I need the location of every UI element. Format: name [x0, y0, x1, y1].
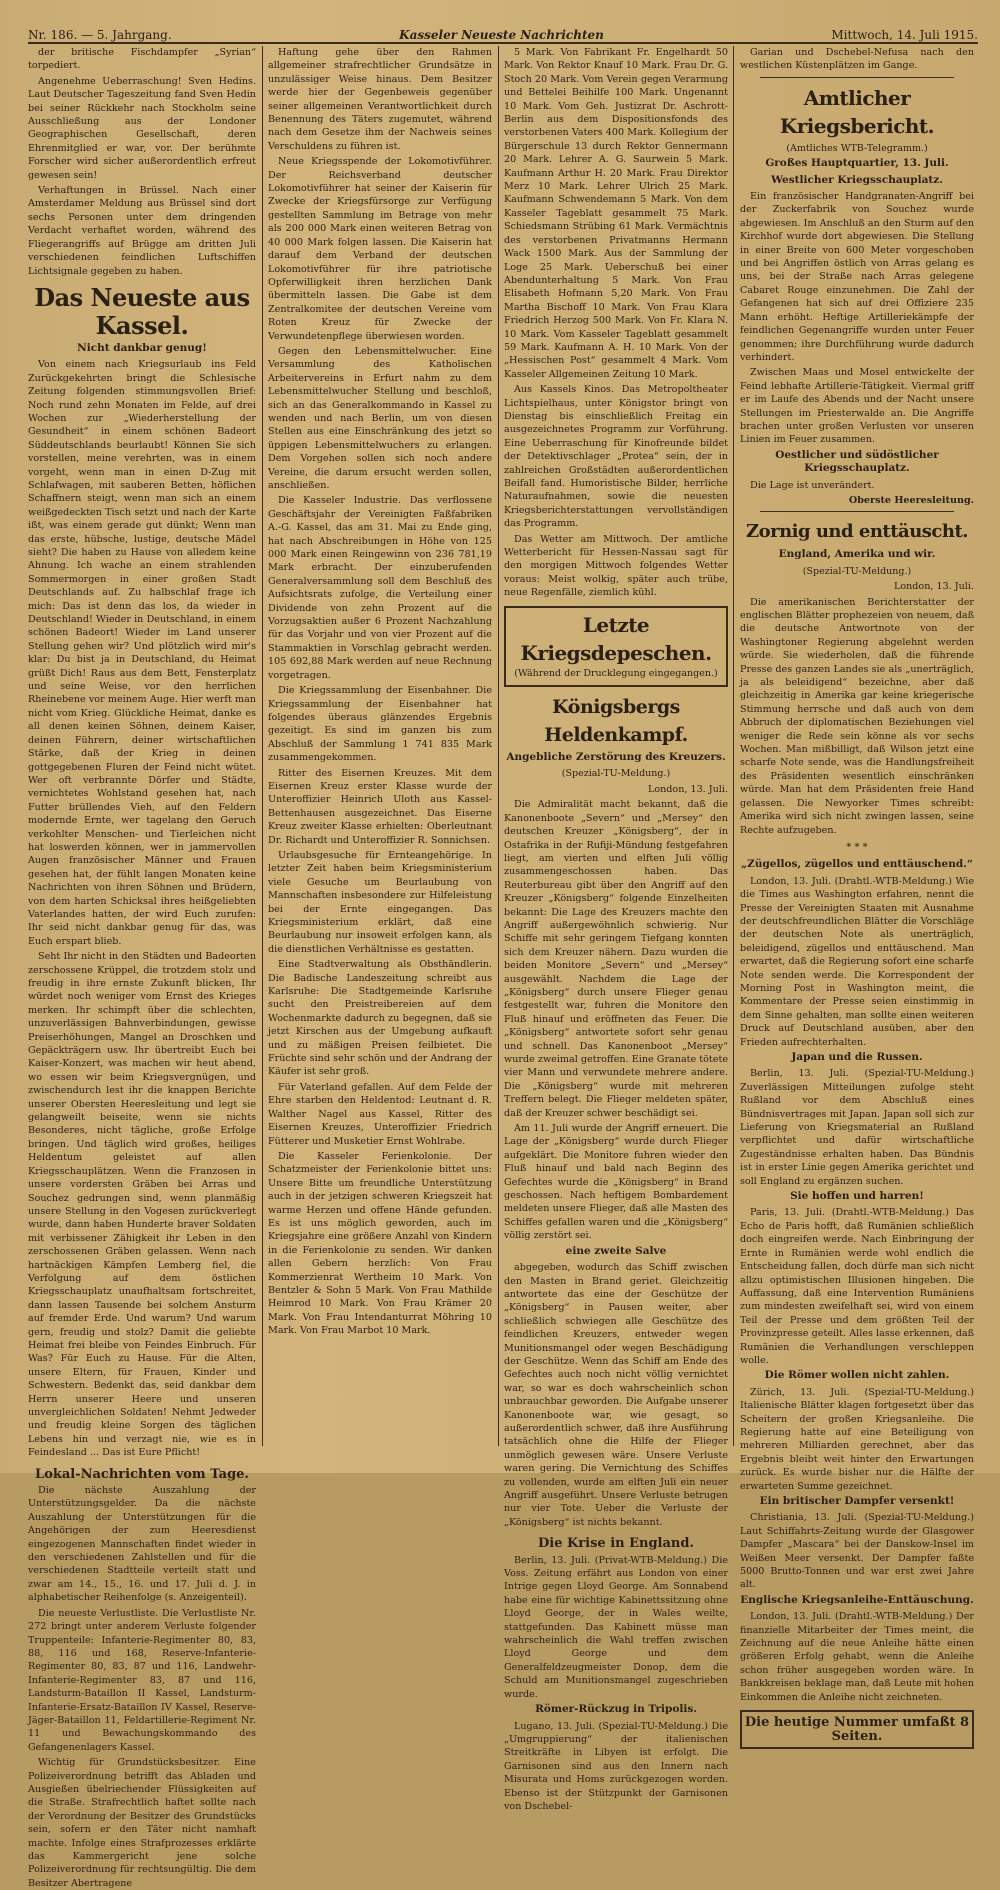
article-paragraph: Haftung gehe über den Rahmen allgemeiner strafrechtlicher Grundsätze in unzulässiger Weise hinaus. Dem Besitzer werde hier der Gegenbeweis gegenüber seiner allgemeinen Verantwortlichkeit durch Benennung des Täters zugemutet, während nach dem Gesetze ihm der Nachweis seines Verschuldens zu führen ist.	[268, 47, 492, 152]
article-paragraph: Wichtig für Grundstücksbesitzer. Eine Polizeiverordnung betrifft das Abladen und Ausgießen übelriechender Flüssigkeiten auf die Straße. Strafrechtlich haftet sollte nach der Verordnung der Besitzer des Grundstücks sein, sofern er den Täter nicht namhaft machte. Infolge eines Strafprozesses erklärte das Kammergericht jene solche Polizeiverordnung für rechtsungültig. Die dem Besitzer Abertragene	[28, 1757, 256, 1889]
masthead	[28, 20, 978, 44]
dateline: Großes Hauptquartier, 13. Juli.	[765, 157, 949, 170]
article-subtitle: Oestlicher und südöstlicher Kriegsschauplatz.	[775, 448, 939, 475]
agency-note: (Spezial-TU-Meldung.)	[802, 565, 912, 577]
article-headline: Japan und die Russen.	[791, 1051, 923, 1063]
article-subtitle: eine zweite Salve	[565, 1244, 667, 1257]
newspaper-name: Kasseler Neueste Nachrichten	[399, 28, 604, 42]
divider	[760, 77, 954, 78]
column-1	[28, 46, 256, 1889]
latest-dispatches-box	[504, 606, 728, 687]
divider	[760, 511, 954, 512]
article-paragraph: Verhaftungen in Brüssel. Nach einer Amsterdamer Meldung aus Brüssel sind dort sechs Personen unter dem dringenden Verdacht verhaftet worden, während des Fliegerangriffs auf Brügge am dritten Juli verschiedenen feindlichen Luftschiffen Lichtsignale gegeben zu haben.	[28, 185, 256, 277]
dateline: London, 13. Juli.	[647, 783, 728, 795]
article-paragraph: Die amerikanischen Berichterstatter der englischen Blätter prophezeien von neuem, daß die deutsche Antwortnote von der Washingtoner Regierung abgelehnt werden würde. Sie wiederholen, daß die führende Presse des ganzen Landes sie als „unerträglich, ja als beleidigend“ bezeichne, aber daß gleichzeitig in Amerika gar keine kriegerische Stimmung herrsche und daß auch von dem Abbruch der diplomatischen Beziehungen viel weniger die Rede sein könne als vor sechs Wochen. Man mißbilligt, daß Wilson jetzt eine scharfe Note sende, was die Handlungsfreiheit des Präsidenten wesentlich einschränken würde. Man hat dem Präsidenten freie Hand gelassen. Die Newyorker Times schreibt: Amerika wird sich nicht zwingen lassen, seine Rechte aufzugeben.	[740, 596, 974, 836]
issue-date: Mittwoch, 14. Juli 1915.	[831, 28, 978, 42]
article-paragraph: Berlin, 13. Juli. (Spezial-TU-Meldung.) Zuverlässigen Mitteilungen zufolge steht Rußland vor dem Abschluß eines Bündnisvertrages mit Japan. Japan soll sich zur Lieferung von Kriegsmaterial an Rußland verpflichtet und dafür wirtschaftliche Zugeständnisse erhalten haben. Das Bündnis ist in erster Linie gegen Amerika gerichtet und soll England zu ergänzen suchen.	[740, 1068, 974, 1187]
article-paragraph: Seht Ihr nicht in den Städten und Badeorten zerschossene Krüppel, die trotzdem stolz und freudig in ihre ernste Zukunft blicken, Ihr würdet noch weniger vom Ernst des Krieges merken. Ihr schimpft über die schlechten, unzuverlässigen Bahnverbindungen, gewisse Preiserhöhungen, Mangel an Droschken und Gepäckträgern usw. Ihr übertreibt Euch bei Kaiser-Konzert, was machen wir heut abend, wo essen wir beim Kriegsvergnügen, und zwischendurch lest ihr die knappen Berichte unserer Obersten Heeresleitung und legt sie gelangweilt beiseite, wenn sie nichts Besonderes, nicht tägliche, große Erfolge bringen. Und täglich wird großes, heiliges Heldentum geleistet auf allen Kriegsschauplätzen. Wenn die Franzosen in unsere vordersten Gräben bei Arras und Souchez gedrungen sind, wenn planmäßig unsere Stellung in den Vogesen zurückverlegt wurde, dann haben Hunderte braver Soldaten mit verbissener Zähigkeit ihr Leben in den zerschossenen Gräben gelassen. Wenn nach hartnäckigen Kämpfen Lemberg fiel, die Verfolgung auf dem östlichen Kriegsschauplatz unaufhaltsam fortschreitet, dann lassen Tausende bei solchem Ansturm auf fremder Erde. Und warum? Und warum gern, freudig und stolz? Damit die geliebte Heimat frei bleibe von Feindes Einbruch. Für Was? Für Euch zu Hause. Für die Alten, unsere Eltern, für Frauen, Kinder und Schwestern. Bedenkt das, seid dankbar dem Herrn unserer Heere und unseren unvergleichlichen Soldaten! Nehmt Jedweder und freudig kleine Sorgen des täglichen Lebens hin und verzagt nie, wie es in Feindesland ... Das ist Eure Pflicht!	[28, 951, 256, 1459]
article-paragraph: Paris, 13. Juli. (Drahtl.-WTB-Meldung.) Das Echo de Paris hofft, daß Rumänien schließlich doch eingreifen werde. Nach Einbringung der Ernte in Rumänien werde wohl endlich die Entscheidung fallen, doch dürfe man sich nicht allzu optimistischen Illusionen hingeben. Die Auffassung, daß eine Intervention Rumäniens zum mindesten zweifelhaft sei, wird von einem Teil der Presse und dem größten Teil der Provinzpresse geteilt. Alles lasse erkennen, daß Rumänien die Verhandlungen verschleppen wolle.	[740, 1207, 974, 1366]
section-stars: * * *	[846, 841, 868, 853]
column-2	[268, 46, 492, 1456]
article-paragraph: Am 11. Juli wurde der Angriff erneuert. Die Lage der „Königsberg“ wurde durch Flieger aufgeklärt. Die Monitore fuhren wieder den Fluß hinauf und bald nach Beginn des Gefechtes wurde die „Königsberg“ in Brand geschossen. Nach heftigem Bombardement meldeten unsere Flieger, daß alle Masten des Schiffes gefallen waren und die „Königsberg“ völlig zerstört sei.	[504, 1123, 728, 1242]
article-paragraph: Zürich, 13. Juli. (Spezial-TU-Meldung.) Italienische Blätter klagen fortgesetzt über das Scheitern der großen Kriegsanleihe. Die Regierung hatte auf eine Beteiligung von mehreren Milliarden gerechnet, aber das Ergebnis bleibt weit hinter den Erwartungen zurück. Es wurde bisher nur die Hälfte der erwarteten Summe gezeichnet.	[740, 1386, 974, 1492]
column-3	[504, 46, 728, 1812]
article-paragraph: Für Vaterland gefallen. Auf dem Felde der Ehre starben den Heldentod: Leutnant d. R. Walther Nagel aus Kassel, Ritter des Eisernen Kreuzes, Unteroffizier Friedrich Fütterer und Musketier Ernst Wohlrabe.	[268, 1081, 492, 1147]
section-headline: Lokal-Nachrichten vom Tage.	[35, 1466, 249, 1482]
article-subtitle: „Zügellos, zügellos und enttäuschend.“	[741, 858, 973, 871]
column-rule	[262, 46, 263, 1446]
column-rule	[498, 46, 499, 1446]
article-paragraph: Die Kasseler Industrie. Das verflossene Geschäftsjahr der Vereinigten Faßfabriken A.-G. Kassel, das am 31. Mai zu Ende ging, hat nach Abschreibungen in Höhe von 125 000 Mark einen Reingewinn von 236 781,19 Mark erbracht. Der einzuberufenden Generalversammlung soll dem Beschluß des Aufsichtsrats zufolge, die Verteilung einer Dividende von zehn Prozent auf die Vorzugsaktien außer 6 Prozent Nachzahlung für das Vorjahr und von vier Prozent auf die Stammaktien in Vorschlag gebracht werden. 105 692,88 Mark werden auf neue Rechnung vorgetragen.	[268, 495, 492, 681]
article-paragraph: Urlaubsgesuche für Ernteangehörige. In letzter Zeit haben beim Kriegsministerium viele Gesuche um Beurlaubung von Mannschaften insbesondere zur Hilfeleistung bei der Ernte eingegangen. Das Kriegsministerium erklärt, daß eine Beurlaubung nur insoweit erfolgen kann, als die dienstlichen Verhältnisse es gestatten.	[268, 849, 492, 955]
article-paragraph: Die Lage ist unverändert.	[750, 479, 875, 491]
article-subtitle: England, Amerika und wir.	[778, 548, 936, 561]
article-paragraph: Angenehme Ueberraschung! Sven Hedins. Laut Deutscher Tageszeitung fand Sven Hedin bei seiner Rückkehr nach Stockholm seine Ausschließung aus der Londoner Geographischen Gesellschaft, deren Ehrenmitglied er war, vor. Der berühmte Forscher wird sicher außerordentlich erfreut gewesen sein!	[28, 75, 256, 181]
article-paragraph: Die Admiralität macht bekannt, daß die Kanonenboote „Severn“ und „Mersey“ den deutschen Kreuzer „Königsberg“, der in Ostafrika in der Rufiji-Mündung festgefahren liegt, am vierten und elften Juli völlig zusammengeschossen haben. Das Reuterbureau gibt über den Angriff auf den Kreuzer „Königsberg“ folgende Einzelheiten bekannt: Die Lage des Kreuzers machte den Angriff außergewöhnlich schwierig. Nur Schiffe mit sehr geringem Tiefgang konnten sich dem Kreuzer nähern. Dazu wurden die beiden Monitore „Severn“ und „Mersey“ ausgewählt. Nachdem die Lage der „Königsberg“ durch unsere Flieger genau festgestellt war, fuhren die Monitore den Fluß hinauf und eröffneten das Feuer. Die „Königsberg“ antwortete sofort sehr genau und schnell. Das Kanonenboot „Mersey“ wurde zweimal getroffen. Eine Granate tötete vier Mann und verwundete mehrere andere. Die „Königsberg“ wurde mit mehreren Treffern belegt. Die Flieger meldeten später, daß der Kreuzer schwer beschädigt sei.	[504, 799, 728, 1119]
section-headline: Amtlicher Kriegsbericht.	[779, 85, 935, 138]
article-paragraph: Ritter des Eisernen Kreuzes. Mit dem Eisernen Kreuz erster Klasse wurde der Unteroffizier Heinrich Uloth aus Kassel-Bettenhausen ausgezeichnet. Das Eiserne Kreuz zweiter Klasse erhielten: Oberleutnant Dr. Richardt und Unteroffizier R. Sonnichsen.	[268, 767, 492, 846]
article-paragraph: Von einem nach Kriegsurlaub ins Feld Zurückgekehrten bringt die Schlesische Zeitung folgenden stimmungsvollen Brief: Noch rund zehn Monaten im Felde, auf drei Wochen zur „Wiederherstellung der Gesundheit“ in einem schönen Badeort Süddeutschlands beurlaubt! Können Sie sich vorstellen, meine verehrten, was in einem vorgeht, wenn man in einen D-Zug mit Schlafwagen, mit sauberen Betten, höflichen Schaffnern steigt, wenn man sich an einem weißgedeckten Tisch setzt und nach der Karte ißt, was einem gerade gut dünkt; Wenn man das erste, hübsche, lustige, deutsche Mädel sieht? Die haben zu Hause von alledem keine Ahnung. Ich wache an einem strahlenden Sommermorgen in einer großen Stadt Deutschlands auf. Zu halbschlaf frage ich mich: Das ist denn das los, da wieder in Deutschland! Wieder in Deutschland, in einem schönen Badeort! Wieder im Land unserer Stellung gehen wir? Und plötzlich wird mir's klar: Du bist ja in Deutschland, du Heimat grüßt Dich! Raus aus dem Bett, Fensterplatz und seine Weise, vor den herrlichen Rheinebene vor meinem Auge. Hier werft man nicht vom Krieg. Glückliche Heimat, danke es all denen keinen Söhnen, deinem Kaiser, deinen Führern, deiner wirtschaftlichen Stärke, daß der Krieg in deinen gottgegebenen Fluren der Feind nicht wütet. Wer oft verbrannte Dörfer und Städte, vernichtetes Wohlstand gesehen hat, nach Futter brüllendes Vieh, auf den Feldern modernde Ernte, wer tagelang den Geruch verkohlter Menschen- und Tierleichen nicht hat loswerden können, wer in jammervollen Augen französischer Männer und Frauen gesehen hat, der fühlt langen Monaten keine Nachrichten von ihren Söhnen und Brüdern, von dem harten Schicksal ihres heißgeliebten Vaterlandes hatten, der wird Euch zurufen: Ihr seid nicht dankbar genug für das, was Euch erspart blieb.	[28, 359, 256, 947]
issue-number: Nr. 186. — 5. Jahrgang.	[28, 28, 172, 42]
article-paragraph: abgegeben, wodurch das Schiff zwischen den Masten in Brand geriet. Gleichzeitig antwortete das eine der Geschütze der „Königsberg“ in Pausen weiter, aber schließlich schwiegen alle Geschütze des feindlichen Kreuzers, entweder wegen Munitionsmangel oder wegen Beschädigung der Geschütze. Wenn das Schiff am Ende des Gefechtes auch noch nicht völlig vernichtet war, so war es doch wahrscheinlich schon unbrauchbar geworden. Die Aufgabe unserer Kanonenboote war, wie gesagt, so außerordentlich schwer, daß ihre Ausführung tatsächlich ohne die Hilfe der Flieger unmöglich gewesen wäre. Unsere Verluste waren gering. Die Vernichtung des Schiffes zu vollenden, wurde am elften Juli ein neuer Angriff ausgeführt. Unsere Verluste betrugen nur vier Tote. Ueber die Verluste der „Königsberg“ ist nichts bekannt.	[504, 1262, 728, 1528]
agency-note: (Spezial-TU-Meldung.)	[561, 768, 671, 780]
article-paragraph: Aus Kassels Kinos. Das Metropoltheater Lichtspielhaus, unter Königstor bringt von Dienstag bis einschließlich Freitag ein ausgezeichnetes Programm zur Vorführung. Eine Ueberraschung für Kinofreunde bildet der Detektivschlager „Protea“ sein, der in zahlreichen Großstädten außerordentlichen Beifall fand. Humoristische Bilder, herrliche Naturaufnahmen, sowie die neuesten Kriegsberichterstattungen vervollständigen das Programm.	[504, 384, 728, 530]
article-paragraph: Die neueste Verlustliste. Die Verlustliste Nr. 272 bringt unter anderem Verluste folgender Truppenteile: Infanterie-Regimenter 80, 83, 88, 116 und 168, Reserve-Infanterie-Regimenter 80, 83, 87 und 116, Landwehr-Infanterie-Regimenter 83, 87 und 116, Landsturm-Bataillon II Kassel, Landsturm-Infanterie-Ersatz-Bataillon IV Kassel, Reserve-Jäger-Bataillon 11, Feldartillerie-Regiment Nr. 11 und Bewachungskommando des Gefangenenlagers Kassel.	[28, 1607, 256, 1753]
article-paragraph: Die Kriegssammlung der Eisenbahner. Die Kriegssammlung der Eisenbahner hat folgendes überaus glänzendes Ergebnis gezeitigt. Es sind im ganzen bis zum Abschluß der Sammlung 1 741 835 Mark zusammengekommen.	[268, 685, 492, 764]
article-paragraph: Neue Kriegsspende der Lokomotivführer. Der Reichsverband deutscher Lokomotivführer hat seiner der Kaiserin für Zwecke der Kriegsfürsorge zur Verfügung gestellten Sammlung im Betrage von mehr als 200 000 Mark einen weiteren Betrag von 40 000 Mark folgen lassen. Die Kaiserin hat darauf dem Verband der deutschen Lokomotivführer für ihre patriotische Opferwilligkeit ihren herzlichen Dank übermitteln lassen. Die Gabe ist dem Zentralkomitee der deutschen Vereine vom Roten Kreuz für Zwecke der Verwundetenpflege überwiesen worden.	[268, 156, 492, 342]
article-paragraph: Ein französischer Handgranaten-Angriff bei der Zuckerfabrik von Souchez wurde abgewiesen. Im Anschluß an den Sturm auf den Kirchhof wurde dort abgewiesen. Die Stellung in einer Breite von 600 Meter vorgeschoben und bei Angriffen östlich von Arras gelang es uns, bei der Straße nach Arras gelegene Cabaret Rouge einzunehmen. Die Zahl der Gefangenen hat sich auf drei Offiziere 235 Mann erhöht. Heftige Artilleriekämpfe der feindlichen Gegenangriffe wurden unter Feuer genommen; ihre Durchführung wurde dadurch verhindert.	[740, 191, 974, 363]
article-paragraph: Eine Stadtverwaltung als Obsthändlerin. Die Badische Landeszeitung schreibt aus Karlsruhe: Die Stadtgemeinde Karlsruhe sucht den Preistreibereien auf dem Wochenmarkte dadurch zu begegnen, daß sie jetzt Kirschen aus der Umgebung aufkauft und zu mäßigen Preisen feilbietet. Die Früchte sind sehr schön und der Andrang der Käufer ist sehr groß.	[268, 959, 492, 1078]
article-paragraph: London, 13. Juli. (Drahtl.-WTB-Meldung.) Der finanzielle Mitarbeiter der Times meint, die Zeichnung auf die neue Anleihe hätte einen größeren Erfolg gehabt, wenn die Anleihe schon früher ausgegeben worden wäre. In Bankkreisen beklage man, daß Leute mit hohen Einkommen die Anleihe nicht zeichneten.	[740, 1611, 974, 1703]
article-subtitle: Westlicher Kriegsschauplatz.	[771, 173, 943, 186]
dateline: London, 13. Juli.	[893, 581, 974, 593]
article-headline: Sie hoffen und harren!	[790, 1190, 924, 1203]
column-rule	[733, 46, 734, 1446]
article-paragraph: Christiania, 13. Juli. (Spezial-TU-Meldung.) Laut Schiffahrts-Zeitung wurde der Glasgower Dampfer „Mascara“ bei der Danskow-Insel im Weißen Meer versenkt. Der Dampfer faßte 5000 Brutto-Tonnen und war erst zwei Jahre alt.	[740, 1512, 974, 1591]
article-paragraph: Berlin, 13. Juli. (Privat-WTB-Meldung.) Die Voss. Zeitung erfährt aus London von einer Intrige gegen Lloyd George. Am Sonnabend habe eine für wichtige Kabinettssitzung ohne Lloyd George, der in Wales weilte, stattgefunden. Das Kabinett müsse man wahrscheinlich die Wahl treffen zwischen Lloyd George und dem Generalfeldzeugmeister Donop, dem die Schuld am Munitionsmangel zugeschrieben wurde.	[504, 1554, 728, 1700]
article-subtitle: Angebliche Zerstörung des Kreuzers.	[506, 751, 726, 764]
article-headline: Königsbergs Heldenkampf.	[544, 696, 688, 747]
section-headline: Letzte Kriegsdepeschen.	[520, 612, 712, 665]
column-4	[740, 46, 974, 1744]
section-headline: Das Neueste aus Kassel.	[34, 282, 250, 340]
article-paragraph: Garian und Dschebel-Nefusa nach den westlichen Küstenplätzen im Gange.	[740, 47, 974, 72]
article-headline: Ein britischer Dampfer versenkt!	[759, 1495, 955, 1507]
signature: Oberste Heeresleitung.	[848, 494, 974, 506]
section-note: (Amtliches WTB-Telegramm.)	[786, 142, 928, 154]
article-paragraph: Die nächste Auszahlung der Unterstützungsgelder. Da die nächste Auszahlung der Unterstützungen für die Angehörigen der zum Heeresdienst eingezogenen Mannschaften findet wieder in den verschiedenen Zahlstellen und für die verschiedenen Stadtteile verteilt statt und zwar am 14., 15., 16. und 17. Juli d. J. in alphabetischer Reihenfolge (s. Anzeigenteil).	[28, 1485, 256, 1604]
article-headline: Englische Kriegsanleihe-Enttäuschung.	[740, 1593, 974, 1606]
article-paragraph: Die Kasseler Ferienkolonie. Der Schatzmeister der Ferienkolonie bittet uns: Unsere Bitte um freundliche Unterstützung auch in der jetzigen schweren Kriegszeit hat warme Herzen und offene Hände gefunden. Es ist uns möglich geworden, auch im Kriegsjahre eine größere Anzahl von Kindern in die Ferienkolonie zu senden. Wir danken allen Gebern herzlich: Von Frau Kommerzienrat Wertheim 10 Mark. Von Bentzler & Sohn 5 Mark. Von Frau Mathilde Heimrod 10 Mark. Von Frau Krämer 20 Mark. Von Frau Intendanturrat Möhring 10 Mark. Von Frau Marbot 10 Mark.	[268, 1150, 492, 1337]
article-headline: Die Römer wollen nicht zahlen.	[764, 1369, 950, 1382]
section-note: (Während der Drucklegung eingegangen.)	[514, 667, 718, 679]
article-paragraph: 5 Mark. Von Fabrikant Fr. Engelhardt 50 Mark. Von Rektor Knauf 10 Mark. Frau Dr. G. Stoch 20 Mark. Vom Verein gegen Verarmung und Bettelei Beihilfe 100 Mark. Ungenannt 10 Mark. Vom Geh. Justizrat Dr. Aschrott-Berlin aus dem Dispositionsfonds des verstorbenen Vaters 400 Mark. Kollegium der Bürgerschule 13 durch Rektor Gennermann 20 Mark. Lehrer A. G. Saurwein 5 Mark. Kaufmann Arthur H. 20 Mark. Frau Direktor Merz 10 Mark. Lehrer Ulrich 25 Mark. Kaufmann Schwendemann 5 Mark. Von dem Kasseler Tageblatt gesammelt 75 Mark. Schiedsmann Strübing 61 Mark. Vermächtnis des verstorbenen Privatmanns Hermann Wack 1500 Mark. Aus der Sammlung der Loge 25 Mark. Ueberschuß bei einer Abendunterhaltung 5 Mark. Von Frau Elisabeth Hofmann 5,20 Mark. Von Frau Martha Bischoff 10 Mark. Von Frau Klara Friedrich Herzog 500 Mark. Von Fr. Klara N. 10 Mark. Vom Kasseler Tageblatt gesammelt 59 Mark. Kaufmann A. H. 10 Mark. Von der „Hessischen Post“ gesammelt 4 Mark. Vom Kasseler Allgemeinen Zeitung 10 Mark.	[504, 47, 728, 380]
article-paragraph: der britische Fischdampfer „Syrian“ torpediert.	[28, 47, 256, 72]
article-headline: Die Krise in England.	[537, 1536, 694, 1552]
article-paragraph: London, 13. Juli. (Drahtl.-WTB-Meldung.) Wie die Times aus Washington erfahren, nennt die Presse der Vereinigten Staaten mit Ausnahme der deutschfreundlichen Blätter die Vorschläge der deutschen Note als unerträglich, beleidigend, zügellos und enttäuschend. Man erwartet, daß die Regierung sofort eine scharfe Note senden werde. Die Korrespondent der Morning Post in Washington meint, die Kommentare der Presse seien einstimmig in dem Sinne gehalten, man sollte einen weiteren Druck auf Deutschland ausüben, aber den Frieden aufrechterhalten.	[740, 875, 974, 1048]
article-paragraph: Zwischen Maas und Mosel entwickelte der Feind lebhafte Artillerie-Tätigkeit. Viermal griff er im Laufe des Abends und der Nacht unsere Stellungen im Priesterwalde an. Die Angriffe brachen unter großen Verlusten vor unseren Linien im Feuer zusammen.	[740, 367, 974, 446]
article-headline: Zornig und enttäuscht.	[745, 521, 969, 543]
article-paragraph: Gegen den Lebensmittelwucher. Eine Versammlung des Katholischen Arbeitervereins in Erfurt nahm zu dem Lebensmittelwucher Stellung und beschloß, sich an das Generalkommando in Kassel zu wenden und nach Berlin, um von diesen Stellen aus eine Einschränkung des jetzt so üppigen Lebensmittelwuchers zu erlangen. Dem Vorgehen sollen sich noch andere Vereine, die darum ersucht werden sollen, anschließen.	[268, 345, 492, 491]
article-paragraph: Das Wetter am Mittwoch. Der amtliche Wetterbericht für Hessen-Nassau sagt für den morgigen Mittwoch folgendes Wetter voraus: Meist wolkig, später auch trübe, neue Regenfälle, ziemlich kühl.	[504, 533, 728, 599]
article-headline: Römer-Rückzug in Tripolis.	[535, 1703, 697, 1716]
page-count-notice: Die heutige Nummer umfaßt 8 Seiten.	[740, 1710, 974, 1749]
article-paragraph: Lugano, 13. Juli. (Spezial-TU-Meldung.) Die „Umgruppierung“ der italienischen Streitkräfte in Libyen ist erfolgt. Die Garnisonen sind aus den Innern nach Misurata und Homs zurückgezogen worden. Ebenso ist der Stützpunkt der Garnisonen von Dschebel-	[504, 1720, 728, 1812]
article-subtitle: Nicht dankbar genug!	[77, 341, 207, 354]
